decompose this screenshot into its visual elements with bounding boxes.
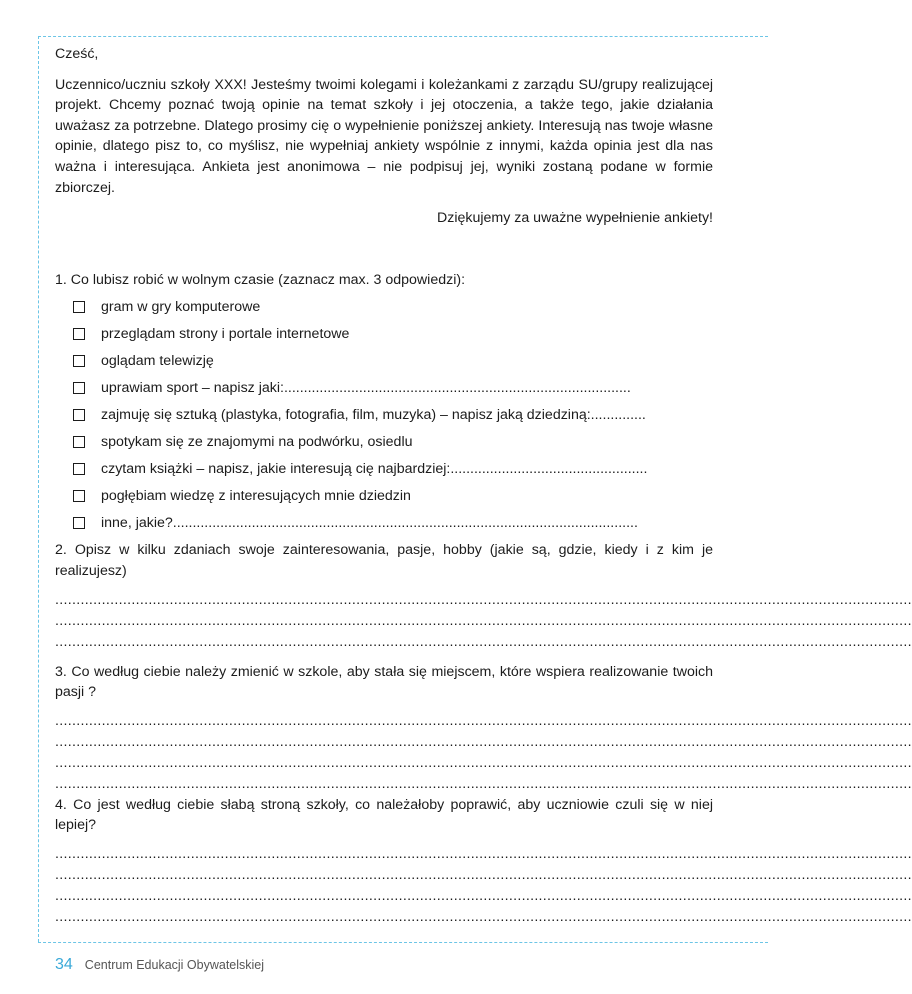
checkbox-icon[interactable] xyxy=(73,382,85,394)
greeting: Cześć, xyxy=(55,46,99,62)
page-frame-top-border xyxy=(38,36,768,37)
checkbox-icon[interactable] xyxy=(73,409,85,421)
option-label: gram w gry komputerowe xyxy=(101,298,261,315)
option-sport[interactable] xyxy=(55,378,713,397)
option-label: inne, jakie?...................................................................................................................... xyxy=(101,514,638,531)
page-footer xyxy=(55,955,264,976)
survey-content xyxy=(55,44,912,928)
page-number: 34 xyxy=(55,956,73,973)
option-label: oglądam telewizję xyxy=(101,352,214,369)
checkbox-icon[interactable] xyxy=(73,517,85,529)
checkbox-icon[interactable] xyxy=(73,436,85,448)
option-art[interactable] xyxy=(55,405,713,424)
checkbox-icon[interactable] xyxy=(73,355,85,367)
option-watch-tv[interactable] xyxy=(55,351,713,370)
checkbox-icon[interactable] xyxy=(73,463,85,475)
option-label: pogłębiam wiedzę z interesujących mnie dziedzin xyxy=(101,487,411,504)
answer-line[interactable]: .......................................................................................................................................................................................................... xyxy=(55,591,912,608)
option-label: uprawiam sport – napisz jaki:........................................................................................ xyxy=(101,379,631,396)
question-4-answer-area[interactable] xyxy=(55,844,912,928)
checkbox-icon[interactable] xyxy=(73,490,85,502)
option-other[interactable] xyxy=(55,513,713,532)
question-2: 2. Opisz w kilku zdaniach swoje zainteresowania, pasje, hobby (jakie są, gdzie, kiedy i z kim je realizujesz) xyxy=(55,542,713,579)
answer-line[interactable]: .......................................................................................................................................................................................................... xyxy=(55,908,912,925)
answer-line[interactable]: .......................................................................................................................................................................................................... xyxy=(55,712,912,729)
option-label: zajmuję się sztuką (plastyka, fotografia, film, muzyka) – napisz jaką dziedziną:.............. xyxy=(101,406,646,423)
question-1: 1. Co lubisz robić w wolnym czasie (zaznacz max. 3 odpowiedzi): xyxy=(55,271,466,288)
checkbox-icon[interactable] xyxy=(73,328,85,340)
answer-line[interactable]: .......................................................................................................................................................................................................... xyxy=(55,866,912,883)
answer-line[interactable]: .......................................................................................................................................................................................................... xyxy=(55,612,912,629)
answer-line[interactable]: .......................................................................................................................................................................................................... xyxy=(55,845,912,862)
question-1-options xyxy=(55,297,713,532)
question-4: 4. Co jest według ciebie słabą stroną szkoły, co należałoby poprawić, aby uczniowie czuli się w niej lepiej? xyxy=(55,796,713,834)
answer-line[interactable]: .......................................................................................................................................................................................................... xyxy=(55,733,912,750)
answer-line[interactable]: .......................................................................................................................................................................................................... xyxy=(55,633,912,650)
answer-line[interactable]: .......................................................................................................................................................................................................... xyxy=(55,754,912,771)
answer-line[interactable]: .......................................................................................................................................................................................................... xyxy=(55,887,912,904)
question-3-answer-area[interactable] xyxy=(55,711,912,795)
option-computer-games[interactable] xyxy=(55,297,713,316)
publisher-name: Centrum Edukacji Obywatelskiej xyxy=(84,958,265,972)
checkbox-icon[interactable] xyxy=(73,301,85,313)
option-label: przeglądam strony i portale internetowe xyxy=(101,325,350,342)
option-deepen-knowledge[interactable] xyxy=(55,486,713,505)
option-label: czytam książki – napisz, jakie interesują cię najbardziej:.................................................. xyxy=(101,460,648,477)
page-frame-left-border xyxy=(38,36,39,942)
thanks-line: Dziękujemy za uważne wypełnienie ankiety! xyxy=(436,210,713,227)
question-2-answer-area[interactable] xyxy=(55,590,912,653)
question-3: 3. Co według ciebie należy zmienić w szkole, aby stała się miejscem, które wspiera realizowanie twoich pasji ? xyxy=(55,663,713,701)
option-browse-internet[interactable] xyxy=(55,324,713,343)
option-meet-friends[interactable] xyxy=(55,432,713,451)
intro-paragraph: Uczennico/uczniu szkoły XXX! Jesteśmy twoimi kolegami i koleżankami z zarządu SU/grupy realizującej projekt. Chcemy poznać twoją opinie na temat szkoły i jej otoczenia, a także tego, jakie działania uważasz za potrzebne. Dlatego prosimy cię o wypełnienie poniższej ankiety. Interesują nas twoje własne opinie, dlatego pisz to, co myślisz, nie wypełniaj ankiety wspólnie z innymi, każda opinia jest dla nas ważna i interesująca. Ankieta jest anonimowa – nie podpisuj jej, wyniki zostaną podane w formie zbiorczej. xyxy=(55,76,713,196)
option-label: spotykam się ze znajomymi na podwórku, osiedlu xyxy=(101,433,413,450)
option-read-books[interactable] xyxy=(55,459,713,478)
page-frame-bottom-border xyxy=(38,942,768,943)
answer-line[interactable]: .......................................................................................................................................................................................................... xyxy=(55,775,912,792)
